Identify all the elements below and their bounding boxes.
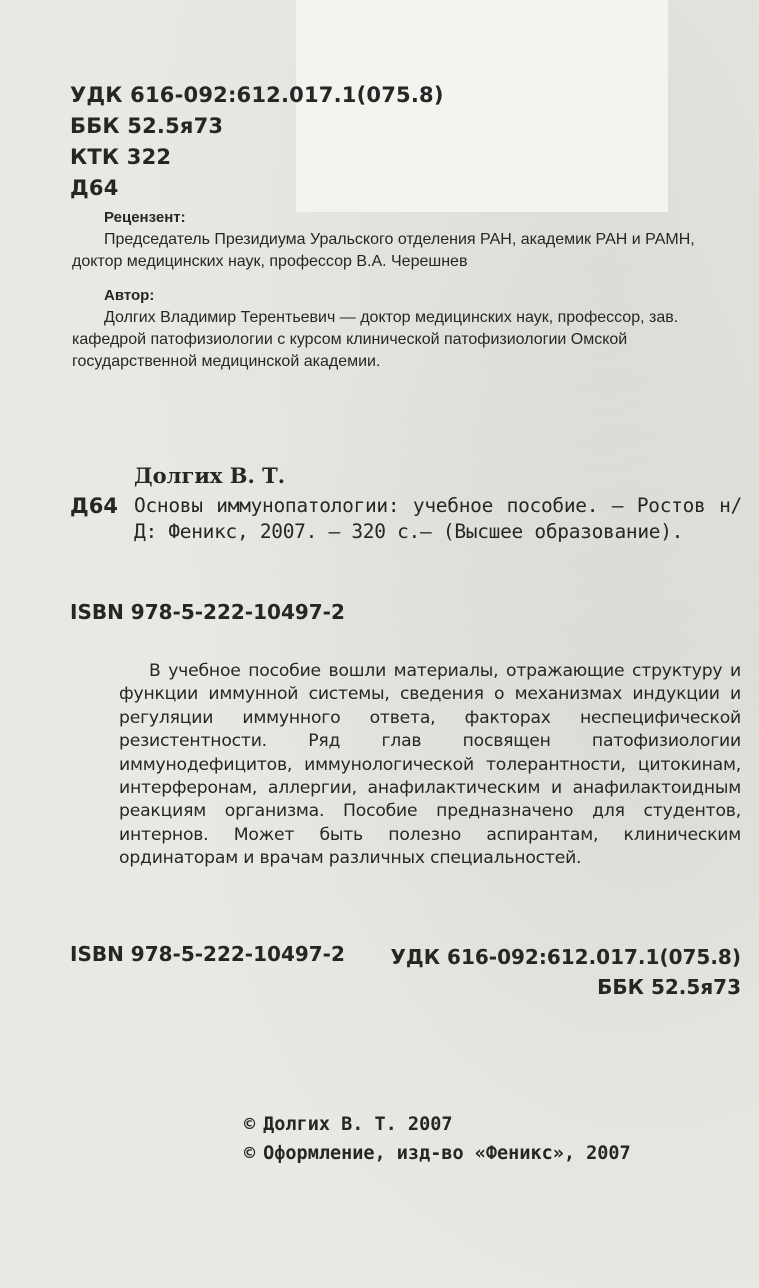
- footer-isbn: ISBN 978-5-222-10497-2: [70, 942, 345, 966]
- copyright-symbol: ©: [244, 1114, 256, 1135]
- classification-codes: [70, 80, 444, 204]
- footer-bbk: ББК 52.5я73: [597, 975, 741, 999]
- author-block: [72, 285, 742, 373]
- udk-code: УДК 616-092:612.017.1(075.8): [70, 83, 444, 107]
- ktk-code: КТК 322: [70, 145, 172, 169]
- copyright-publisher: Оформление, изд-во «Феникс», 2007: [263, 1143, 631, 1164]
- footer-udk: УДК 616-092:612.017.1(075.8): [390, 945, 741, 969]
- abstract-text: В учебное пособие вошли материалы, отражающие структуру и функции иммунной системы, сведения о механизмах индукции и регуляции иммунного ответа, факторах неспецифической резистентности. Ряд глав посвящен патофизиологии иммунодефицитов, иммунологической толерантности, цитокинам, интерферонам, аллергии, анафилактическим и анафилактоидным реакциям организма. Пособие предназначено для студентов, интернов. Может быть полезно аспирантам, клиническим ординаторам и врачам различных специальностей.: [119, 661, 741, 869]
- reviewer-label: Рецензент:: [104, 209, 186, 226]
- copyright-block: [244, 1110, 631, 1168]
- catalog-mark: Д64: [70, 494, 118, 518]
- abstract: [119, 660, 741, 871]
- catalog-description: Основы иммунопатологии: учебное пособие. — Ростов н/Д: Феникс, 2007. — 320 с.— (Высшее образование).: [134, 494, 742, 543]
- copyright-line-1: [244, 1110, 631, 1139]
- bbk-code: ББК 52.5я73: [70, 114, 224, 138]
- catalog-heading: Долгих В. Т.: [134, 463, 286, 488]
- author-label: Автор:: [104, 287, 155, 304]
- copyright-author: Долгих В. Т. 2007: [263, 1114, 453, 1135]
- copyright-symbol: ©: [244, 1143, 256, 1164]
- reviewer-text: Председатель Президиума Уральского отделения РАН, академик РАН и РАМН, доктор медицинских наук, профессор В.А. Черешнев: [72, 231, 695, 270]
- author-mark: Д64: [70, 176, 119, 200]
- author-text: Долгих Владимир Терентьевич — доктор медицинских наук, профессор, зав. кафедрой патофизиологии с курсом клинической патофизиологии Омской государственной медицинской академии.: [72, 309, 679, 370]
- reviewer-block: [72, 207, 742, 273]
- isbn: ISBN 978-5-222-10497-2: [70, 600, 345, 624]
- footer-codes: [391, 942, 742, 1002]
- copyright-line-2: [244, 1139, 631, 1168]
